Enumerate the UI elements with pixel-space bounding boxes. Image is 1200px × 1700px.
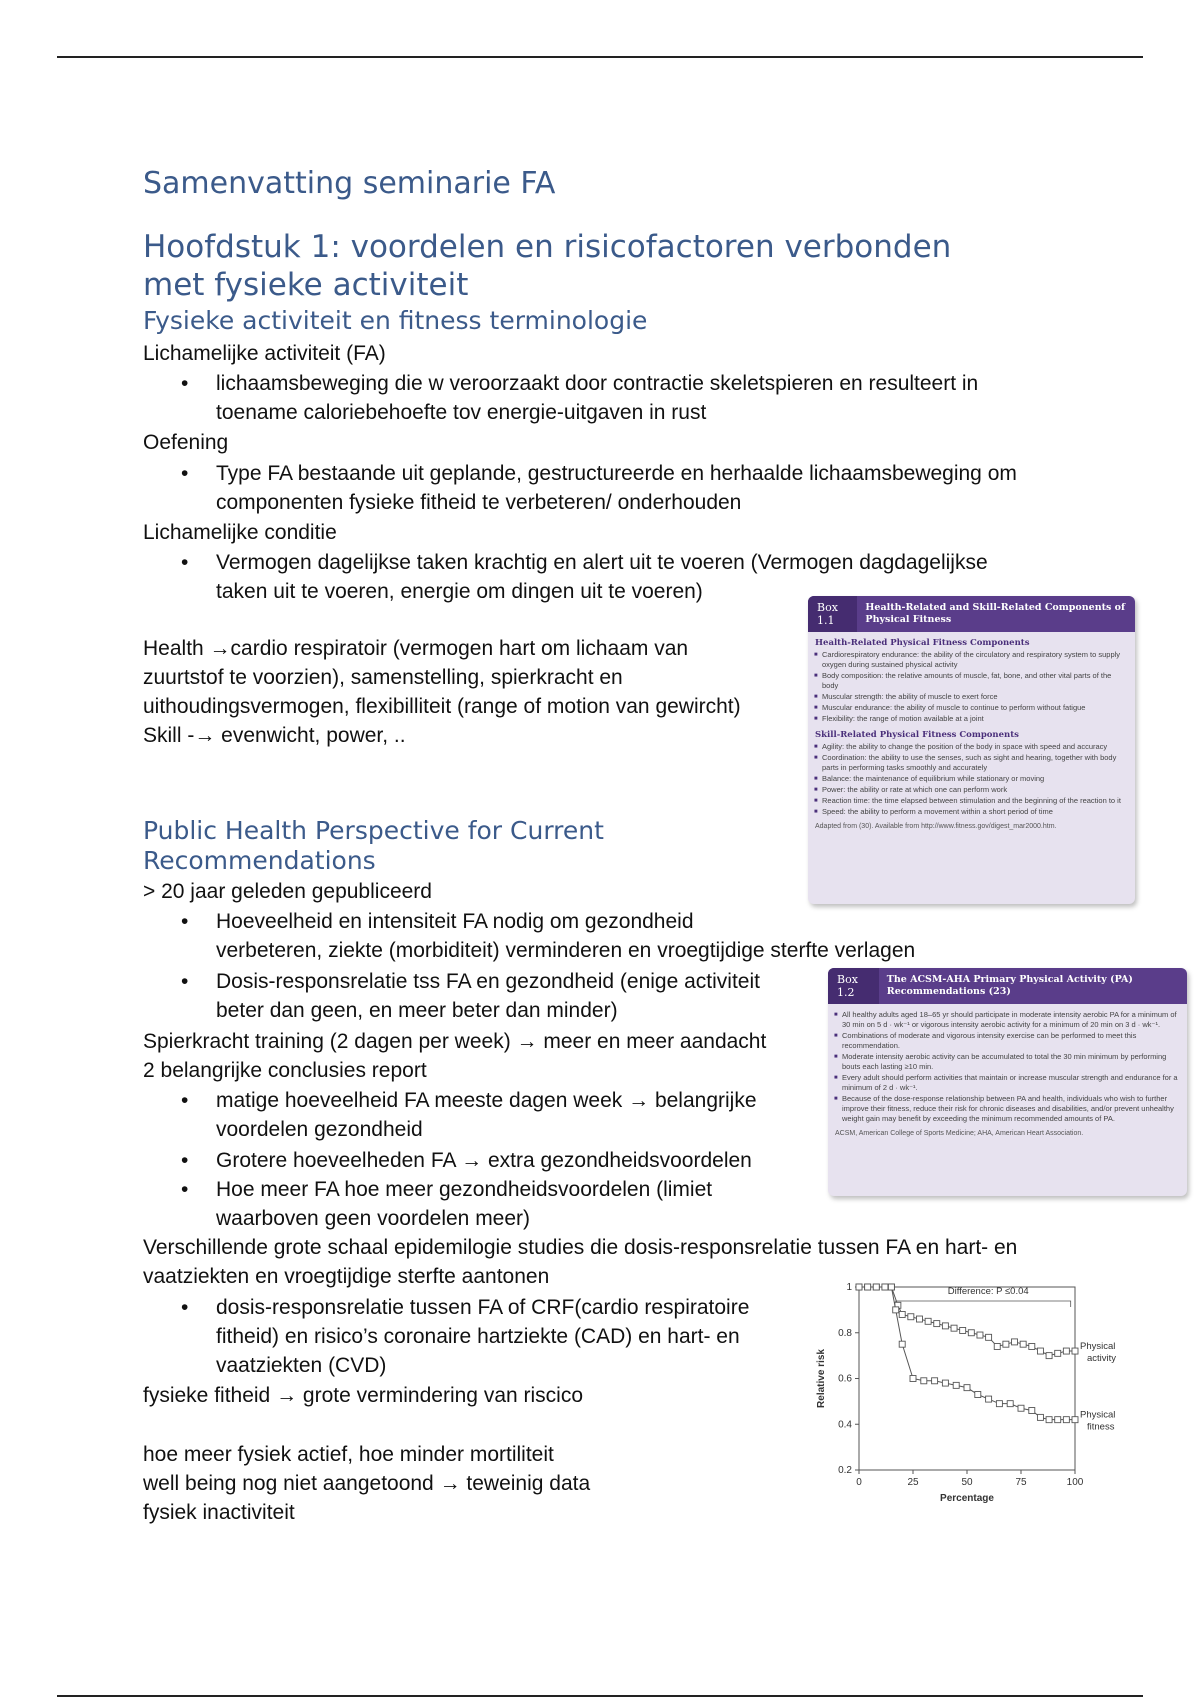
x-tick-label: 25 [907, 1477, 919, 1488]
data-point [968, 1330, 974, 1336]
data-point [996, 1401, 1002, 1407]
data-point [1072, 1348, 1078, 1354]
section1-title: Fysieke activiteit en fitness terminologie [143, 306, 648, 335]
term-lichamelijke-conditie: Lichamelijke conditie [143, 521, 337, 544]
data-point [921, 1378, 927, 1384]
series-label: Physical [1080, 1341, 1116, 1353]
data-point [934, 1321, 940, 1327]
data-point [1063, 1348, 1069, 1354]
data-point [908, 1314, 914, 1320]
data-point [1007, 1401, 1013, 1407]
spierkracht-line: Spierkracht training (2 dagen per week) → meer en meer aandacht [143, 1030, 767, 1053]
box-item: ■ Power: the ability or rate at which one can perform work [822, 785, 1128, 795]
box-item: ■ Agility: the ability to change the position of the body in space with speed and accuracy [822, 742, 1128, 752]
data-point [942, 1380, 948, 1386]
conclusions-line: 2 belangrijke conclusies report [143, 1059, 427, 1082]
fitheid-line: fysieke fitheid → grote vermindering van riscico [143, 1384, 584, 1407]
data-point [893, 1307, 899, 1313]
box-item: ■ Reaction time: the time elapsed between stimulation and the beginning of the reaction to it [822, 796, 1128, 806]
difference-annotation: Difference: P ≤0.04 [947, 1286, 1029, 1297]
bullet-oefening-definition: • Type FA bestaande uit geplande, gestructureerde en herhaalde lichaamsbeweging om componenten fysieke fitheid te verbeteren/ onderhouden [216, 459, 1017, 517]
box-source: Adapted from (30). Available from http://www.fitness.gov/digest_mar2000.htm. [815, 823, 1057, 830]
epidemiology-paragraph: Verschillende grote schaal epidemilogie studies die dosis-responsrelatie tussen FA en hart- en vaatziekten en vroegtijdige sterfte aantonen [143, 1236, 1018, 1288]
chapter-title [143, 228, 951, 304]
page-title: Samenvatting seminarie FA [143, 166, 556, 201]
box-header [808, 596, 1135, 632]
data-point [994, 1343, 1000, 1349]
data-point [1063, 1417, 1069, 1423]
box-1-1-fitness-components [808, 596, 1135, 904]
term-oefening: Oefening [143, 431, 229, 454]
box-source: ACSM, American College of Sports Medicine; AHA, American Heart Association. [835, 1130, 1084, 1137]
box-item: ■ Cardiorespiratory endurance: the ability of the circulatory and respiratory system to supply oxygen during sustained physical activity [822, 650, 1128, 670]
box-title: The ACSM-AHA Primary Physical Activity (PA) Recommendations (23) [886, 974, 1133, 997]
box-item: ■ Muscular endurance: the ability of muscle to continue to perform without fatigue [822, 703, 1128, 713]
data-point [1055, 1417, 1061, 1423]
box-section-heading: Health-Related Physical Fitness Components [815, 638, 1030, 648]
data-point [865, 1284, 871, 1290]
data-point [977, 1332, 983, 1338]
data-point [960, 1327, 966, 1333]
published-line: > 20 jaar geleden gepubliceerd [143, 880, 432, 903]
health-skill-paragraph: Health →cardio respiratoir (vermogen hart om lichaam van zuurtstof te voorzien), samenstelling, spierkracht en uithoudingsvermogen, flexibilliteit (range of motion van gewircht) Skill -→ evenwicht, power, .. [143, 637, 741, 747]
bullet-icon: • [181, 1296, 189, 1319]
box-1-2-acsm-recommendations [828, 968, 1187, 1196]
box-item: ■ Speed: the ability to perform a movement within a short period of time [822, 807, 1128, 817]
data-point [986, 1334, 992, 1340]
bullet-icon: • [181, 462, 189, 485]
series-label: activity [1087, 1353, 1117, 1365]
data-point [932, 1378, 938, 1384]
term-lichamelijke-activiteit: Lichamelijke activiteit (FA) [143, 342, 386, 365]
closing-lines: hoe meer fysiek actief, hoe minder mortiliteit well being nog niet aangetoond → teweinig data fysiek inactiviteit [143, 1443, 591, 1524]
box-item: ■ Balance: the maintenance of equilibrium while stationary or moving [822, 774, 1128, 784]
box-item: ■ Body composition: the relative amounts of muscle, fat, bone, and other vital parts of the body [822, 671, 1128, 691]
data-point [899, 1341, 905, 1347]
series-line-physical-activity [859, 1287, 1075, 1356]
box-number: Box 1.1 [808, 596, 857, 632]
data-point [986, 1396, 992, 1402]
bullet-hoeveelheid: • Hoeveelheid en intensiteit FA nodig om gezondheid verbeteren, ziekte (morbiditeit) verminderen en vroegtijdige sterfte verlagen [216, 907, 915, 965]
data-point [964, 1385, 970, 1391]
data-point [1029, 1408, 1035, 1414]
box-item: ■ Muscular strength: the ability of muscle to exert force [822, 692, 1128, 702]
bullet-hoe-meer-fa: • Hoe meer FA hoe meer gezondheidsvoordelen (limiet waarboven geen voordelen meer) [216, 1175, 712, 1233]
x-tick-label: 75 [1015, 1477, 1027, 1488]
bottom-rule [57, 1695, 1143, 1697]
bullet-icon: • [181, 910, 189, 933]
bullet-grotere-hoeveelheden: • Grotere hoeveelheden FA → extra gezondheidsvoordelen [216, 1146, 752, 1175]
data-point [856, 1284, 862, 1290]
box-section-heading: Skill-Related Physical Fitness Components [815, 730, 1019, 740]
data-point [1037, 1348, 1043, 1354]
bullet-crf-risk: • dosis-responsrelatie tussen FA of CRF(cardio respiratoire fitheid) en risico’s coronaire hartziekte (CAD) en hart- en vaatziekten (CVD) [216, 1293, 749, 1380]
y-tick-label: 0.8 [838, 1327, 852, 1339]
chapter-title-line2: met fysieke activiteit [143, 267, 469, 303]
y-tick-label: 0.6 [838, 1373, 852, 1385]
bullet-icon: • [181, 1178, 189, 1201]
box-item: ■ Because of the dose-response relationship between PA and health, individuals who wish to further improve their fitness, reduce their risk for chronic diseases and disabilities, and/or prevent unhealthy weight gain may benefit by exceeding the minimum recommended amounts of PA. [842, 1094, 1180, 1124]
data-point [882, 1284, 888, 1290]
data-point [1055, 1350, 1061, 1356]
x-tick-label: 0 [856, 1477, 862, 1488]
x-axis-label: Percentage [940, 1493, 994, 1504]
data-point [951, 1325, 957, 1331]
data-point [1037, 1414, 1043, 1420]
bullet-matige-hoeveelheid: • matige hoeveelheid FA meeste dagen week → belangrijke voordelen gezondheid [216, 1086, 757, 1144]
box-item: ■ Every adult should perform activities that maintain or increase muscular strength and endurance for a minimum of 2 d · wk⁻¹. [842, 1073, 1180, 1093]
box-item: ■ Coordination: the ability to use the senses, such as sight and hearing, together with body parts in performing tasks smoothly and accurately [822, 753, 1128, 773]
chapter-title-line1: Hoofdstuk 1: voordelen en risicofactoren verbonden [143, 229, 952, 265]
box-item: ■ Moderate intensity aerobic activity can be accumulated to total the 30 min minimum by performing bouts each lasting ≥10 min. [842, 1052, 1180, 1072]
data-point [1046, 1353, 1052, 1359]
data-point [1020, 1341, 1026, 1347]
data-point [1046, 1417, 1052, 1423]
bullet-icon: • [181, 1089, 189, 1112]
y-tick-label: 0.4 [838, 1419, 852, 1431]
box-title: Health-Related and Skill-Related Components of Physical Fitness [865, 602, 1126, 625]
top-rule [57, 56, 1143, 58]
data-point [1003, 1341, 1009, 1347]
data-point [942, 1323, 948, 1329]
data-point [1012, 1339, 1018, 1345]
series-label: fitness [1087, 1421, 1115, 1433]
data-point [916, 1316, 922, 1322]
data-point [910, 1376, 916, 1382]
box-item: ■ Flexibility: the range of motion available at a joint [822, 714, 1128, 724]
data-point [1029, 1343, 1035, 1349]
data-point [1072, 1417, 1078, 1423]
data-point [888, 1284, 894, 1290]
section2-title: Public Health Perspective for Current Recommendations [143, 816, 604, 875]
bullet-conditie-definition: • Vermogen dagelijkse taken krachtig en alert uit te voeren (Vermogen dagdagelijkse taken uit te voeren, energie om dingen uit te voeren) [216, 548, 988, 606]
data-point [953, 1382, 959, 1388]
box-item: ■ Combinations of moderate and vigorous intensity exercise can be performed to meet this recommendation. [842, 1031, 1180, 1051]
bullet-icon: • [181, 1149, 189, 1172]
data-point [925, 1318, 931, 1324]
y-tick-label: 0.2 [838, 1465, 852, 1476]
bullet-dosis-respons: • Dosis-responsrelatie tss FA en gezondheid (enige activiteit beter dan geen, en meer beter dan minder) [216, 967, 760, 1025]
data-point [975, 1392, 981, 1398]
bullet-icon: • [181, 372, 189, 395]
data-point [899, 1311, 905, 1317]
bullet-icon: • [181, 970, 189, 993]
plot-frame [859, 1287, 1075, 1470]
data-point [1018, 1405, 1024, 1411]
bullet-fa-definition: • lichaamsbeweging die w veroorzaakt door contractie skeletspieren en resulteert in toename caloriebehoefte tov energie-uitgaven in rust [216, 369, 978, 427]
difference-bracket [896, 1301, 1071, 1307]
x-tick-label: 50 [961, 1477, 973, 1488]
box-number: Box 1.2 [828, 968, 879, 1004]
bullet-icon: • [181, 551, 189, 574]
series-label: Physical [1080, 1409, 1116, 1421]
y-axis-label: Relative risk [816, 1349, 827, 1408]
box-header [828, 968, 1187, 1004]
data-point [873, 1284, 879, 1290]
box-item: ■ All healthy adults aged 18–65 yr should participate in moderate intensity aerobic PA for a minimum of 30 min on 5 d · wk⁻¹ or vigorous intensity aerobic activity for a minimum of 20 min on 3 d · wk⁻¹. [842, 1010, 1180, 1030]
relative-risk-chart [812, 1262, 1152, 1512]
y-tick-label: 1 [846, 1282, 852, 1293]
x-tick-label: 100 [1066, 1477, 1084, 1488]
